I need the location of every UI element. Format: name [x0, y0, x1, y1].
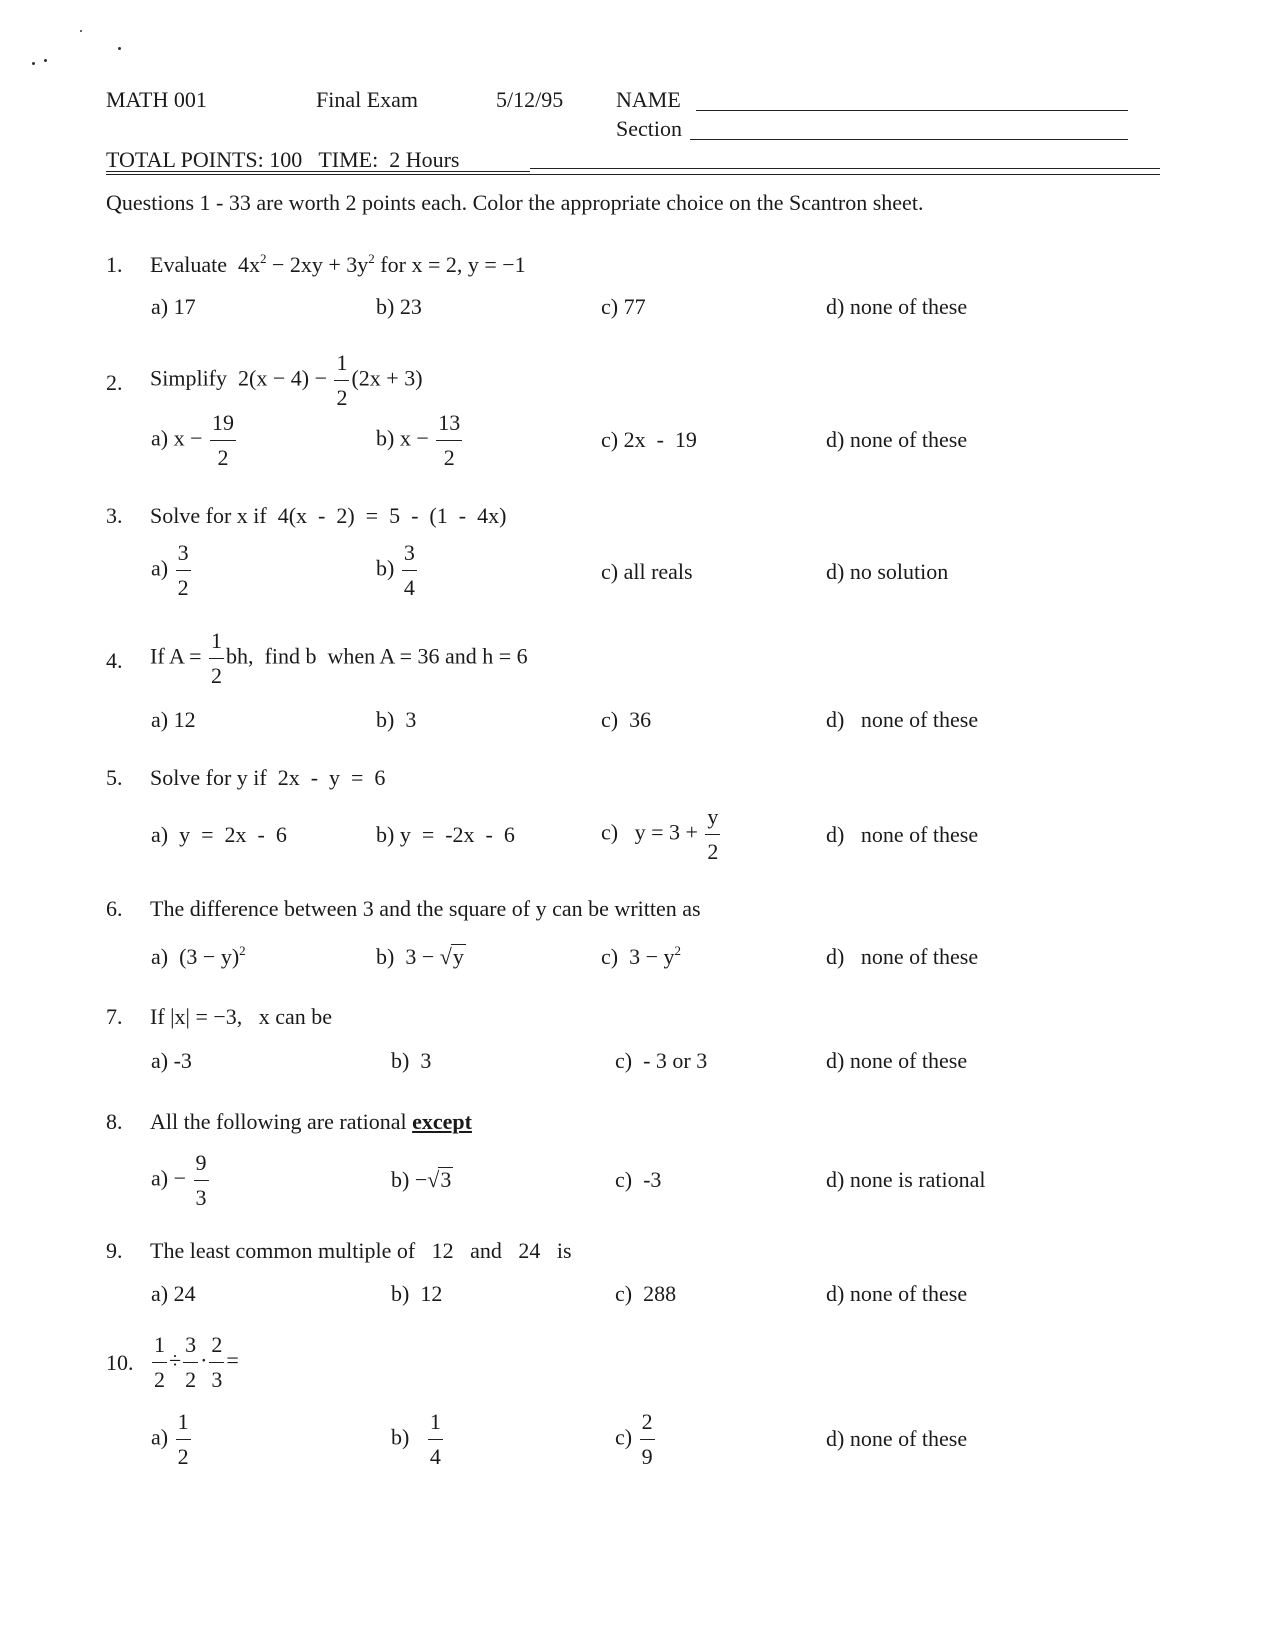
choice-d[interactable]: d) none of these	[826, 427, 968, 452]
fraction: $\frac{1}{2}$	[336, 350, 348, 410]
choice-c[interactable]: c) y = 3 + $\frac{y}{2}$	[601, 804, 719, 864]
scan-speck	[118, 47, 121, 50]
choice-d[interactable]: d) no solution	[826, 559, 949, 584]
choice-a[interactable]: a) − $\frac{9}{3}$	[151, 1150, 207, 1210]
choice-a[interactable]: a) $\frac{1}{2}$	[151, 1409, 189, 1469]
scan-speck	[32, 62, 35, 65]
question-text: $\frac{1}{2}$ ÷ $\frac{3}{2}$ · $\frac{2}{3}$ =	[154, 1332, 239, 1392]
choice-b[interactable]: b) $\frac{1}{4}$	[391, 1409, 441, 1469]
choice-d[interactable]: d) none of these	[826, 1048, 968, 1073]
choice-a[interactable]: a) y = 2x - 6	[151, 822, 287, 847]
section-field-line[interactable]	[690, 139, 1128, 140]
choice-a[interactable]: a) -3	[151, 1048, 192, 1073]
question-number: 4.	[106, 648, 123, 673]
question-text: If |x| = −3, x can be	[150, 1004, 333, 1029]
fraction: $\frac{1}{2}$	[211, 628, 223, 688]
question-number: 3.	[106, 503, 123, 528]
question-number: 8.	[106, 1109, 123, 1134]
choice-c[interactable]: c) 2x - 19	[601, 427, 697, 452]
fraction: $\frac{2}{3}$	[211, 1332, 223, 1392]
question-number: 1.	[106, 252, 123, 277]
fraction: $\frac{3}{4}$	[403, 540, 415, 600]
choice-b[interactable]: b) 3	[376, 707, 417, 732]
scan-speck	[80, 30, 82, 32]
totals-line: TOTAL POINTS: 100 TIME: 2 Hours	[106, 147, 460, 172]
fraction: $\frac{y}{2}$	[707, 804, 719, 864]
choice-a[interactable]: a) x − $\frac{19}{2}$	[151, 410, 235, 470]
question-text: The difference between 3 and the square of y can be written as	[150, 896, 701, 921]
choice-d[interactable]: d) none of these	[826, 1426, 968, 1451]
fraction: $\frac{1}{4}$	[429, 1409, 441, 1469]
name-field-line[interactable]	[696, 110, 1128, 111]
instructions: Questions 1 - 33 are worth 2 points each. Color the appropriate choice on the Scantron sheet.	[106, 190, 924, 215]
choice-d[interactable]: d) none of these	[826, 822, 979, 847]
choice-b[interactable]: b) 12	[391, 1281, 443, 1306]
choice-c[interactable]: c) - 3 or 3	[615, 1048, 708, 1073]
fraction: $\frac{13}{2}$	[438, 410, 461, 470]
exam-date: 5/12/95	[496, 87, 564, 112]
choice-c[interactable]: c) $\frac{2}{9}$	[615, 1409, 653, 1469]
choice-c[interactable]: c) 77	[601, 294, 646, 319]
header-rule-top	[530, 168, 1160, 169]
question-prompt: Evaluate	[150, 252, 227, 277]
choice-b[interactable]: b) 3 − √y	[376, 944, 464, 969]
scan-speck	[44, 59, 47, 62]
question-text: Simplify 2(x − 4) − $\frac{1}{2}$ (2x + 3)	[150, 350, 423, 410]
question-text: If A = $\frac{1}{2}$ bh, find b when A = 36 and h = 6	[150, 628, 528, 688]
choice-b[interactable]: b) y = -2x - 6	[376, 822, 515, 847]
choice-c[interactable]: c) 288	[615, 1281, 677, 1306]
choice-b[interactable]: b) 23	[376, 294, 422, 319]
question-number: 2.	[106, 370, 123, 395]
question-number: 9.	[106, 1238, 123, 1263]
totals-underline	[106, 171, 530, 172]
fraction: $\frac{1}{2}$	[177, 1409, 189, 1469]
question-text: Solve for y if 2x - y = 6	[150, 765, 386, 790]
question-text: The least common multiple of 12 and 24 is	[150, 1238, 572, 1263]
choice-a[interactable]: a) $\frac{3}{2}$	[151, 540, 189, 600]
fraction: $\frac{2}{9}$	[641, 1409, 653, 1469]
choice-d[interactable]: d) none of these	[826, 944, 979, 969]
choice-b[interactable]: b) $\frac{3}{4}$	[376, 540, 415, 600]
course-code: MATH 001	[106, 87, 207, 112]
emphasis-except: except	[412, 1109, 472, 1134]
fraction: $\frac{1}{2}$	[154, 1332, 165, 1392]
header-rule-bottom	[106, 174, 1160, 175]
fraction: $\frac{3}{2}$	[177, 540, 189, 600]
question-prompt: Simplify	[150, 365, 228, 391]
fraction: $\frac{19}{2}$	[212, 410, 235, 470]
choice-d[interactable]: d) none is rational	[826, 1167, 986, 1192]
question-text: All the following are rational except	[150, 1109, 472, 1134]
choice-d[interactable]: d) none of these	[826, 294, 968, 319]
choice-c[interactable]: c) 36	[601, 707, 652, 732]
choice-c[interactable]: c) $3 - y^2$	[601, 943, 681, 969]
question-text: Evaluate $4x^2 - 2xy + 3y^2$ for x = 2, y = −1	[150, 251, 526, 277]
question-number: 6.	[106, 896, 123, 921]
question-expr-tail: for x = 2, y = −1	[374, 252, 526, 277]
choice-d[interactable]: d) none of these	[826, 707, 979, 732]
question-text: Solve for x if 4(x - 2) = 5 - (1 - 4x)	[150, 503, 507, 528]
question-number: 10.	[106, 1350, 134, 1375]
exam-title: Final Exam	[316, 87, 419, 112]
choice-d[interactable]: d) none of these	[826, 1281, 968, 1306]
choice-c[interactable]: c) all reals	[601, 559, 693, 584]
fraction: $\frac{9}{3}$	[195, 1150, 207, 1210]
fraction: $\frac{3}{2}$	[185, 1332, 197, 1392]
choice-a[interactable]: a) 24	[151, 1281, 196, 1306]
choice-a[interactable]: a) 17	[151, 294, 196, 319]
choice-a[interactable]: a) $(3 - y)^2$	[151, 943, 246, 969]
choice-c[interactable]: c) -3	[615, 1167, 662, 1192]
question-number: 5.	[106, 765, 123, 790]
choice-b[interactable]: b) x − $\frac{13}{2}$	[376, 410, 461, 470]
choice-b[interactable]: b) 3	[391, 1048, 432, 1073]
section-label: Section	[616, 116, 682, 141]
choice-a[interactable]: a) 12	[151, 707, 196, 732]
name-label: NAME	[616, 87, 681, 112]
choice-b[interactable]: b) −√3	[391, 1167, 452, 1192]
question-number: 7.	[106, 1004, 123, 1029]
